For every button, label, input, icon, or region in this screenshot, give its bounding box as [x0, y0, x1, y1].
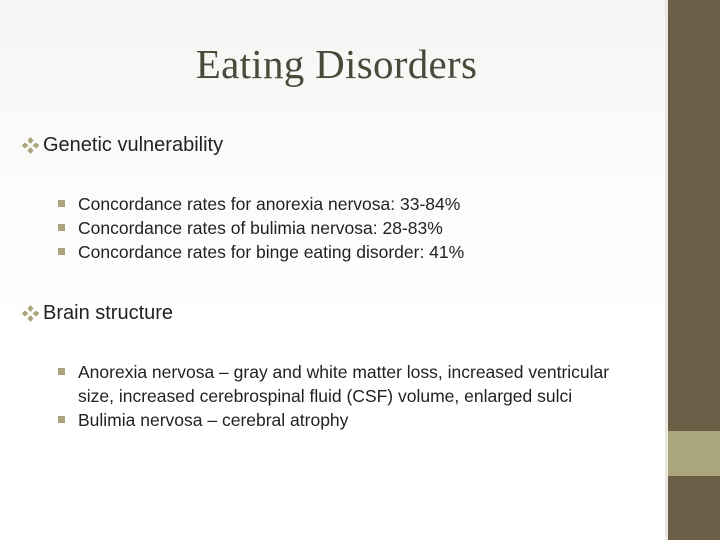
list-item [58, 408, 648, 432]
list-item [58, 240, 648, 264]
diamond-cluster-icon [22, 137, 39, 154]
list-item-text: Concordance rates of bulimia nervosa: 28-83% [78, 218, 443, 238]
list-item-text: Concordance rates for anorexia nervosa: 33-84% [78, 194, 461, 214]
list-item-text: Bulimia nervosa – cerebral atrophy [78, 410, 349, 430]
section-heading-genetic [22, 134, 223, 157]
square-bullet-icon [58, 416, 65, 423]
section-bullets-brain [58, 360, 648, 432]
sidebar-accent-bottom [668, 476, 720, 540]
section-heading-label: Brain structure [43, 302, 174, 324]
section-bullets-genetic [58, 192, 648, 264]
section-heading-label: Genetic vulnerability [43, 134, 224, 156]
list-item-text: Concordance rates for binge eating disorder: 41% [78, 242, 465, 262]
square-bullet-icon [58, 368, 65, 375]
sidebar-accent-band [668, 431, 720, 476]
slide-title: Eating Disorders [195, 41, 478, 87]
square-bullet-icon [58, 248, 65, 255]
list-item [58, 216, 648, 240]
square-bullet-icon [58, 200, 65, 207]
list-item [58, 360, 648, 408]
square-bullet-icon [58, 224, 65, 231]
diamond-cluster-icon [22, 305, 39, 322]
list-item [58, 192, 648, 216]
sidebar-accent-top [668, 0, 720, 431]
list-item-text: Anorexia nervosa – gray and white matter loss, increased ventricular size, increased cerebrospinal fluid (CSF) volume, enlarged sulci [78, 362, 610, 406]
section-heading-brain [22, 302, 173, 325]
